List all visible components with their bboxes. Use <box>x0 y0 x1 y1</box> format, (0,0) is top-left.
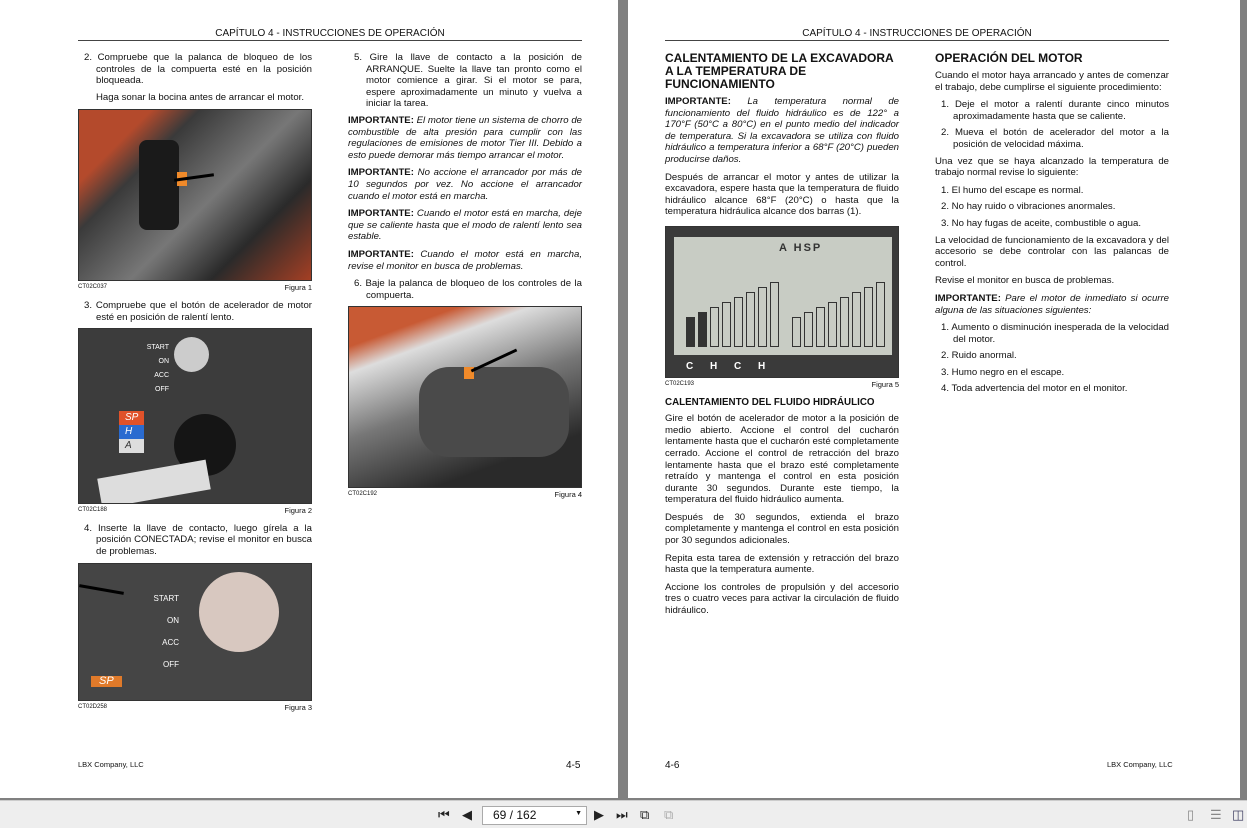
label-on: ON <box>158 358 169 366</box>
paragraph: Repita esta tarea de extensión y retracción del brazo hasta que la temperatura aumente. <box>665 552 899 576</box>
paragraph: La velocidad de funcionamiento de la excavadora y del accesorio se debe controlar con las palancas de control. <box>935 234 1169 269</box>
display-c: C <box>734 360 742 372</box>
figure-label: Figura 3 <box>284 702 312 712</box>
label-off: OFF <box>155 386 169 394</box>
pdf-toolbar <box>0 800 1247 828</box>
footer-company: LBX Company, LLC <box>78 760 144 769</box>
display-a: A <box>779 241 789 254</box>
display-bar <box>734 297 743 347</box>
right-column-1 <box>665 52 899 623</box>
step-3: 3. Compruebe que el botón de acelerador de motor esté en posición de ralentí lento. <box>84 299 312 323</box>
left-column-1 <box>78 52 312 719</box>
subsection-title: CALENTAMIENTO DEL FLUIDO HIDRÁULICO <box>665 396 875 408</box>
important-note: IMPORTANTE: La temperatura normal de funcionamiento del fluido hidráulico es de 122° a 170°F (50°C a 80°C) en el punto medio del indicador de temperatura. Si la excavadora se utiliza con fluido hidráulico a temperatura inferior a 68°F (20°C) pueden producirse daños. <box>665 96 900 165</box>
single-page-icon[interactable]: ▯ <box>1187 807 1195 822</box>
list-item: 1. Deje el motor a ralentí durante cinco minutos aproximadamente hasta que se caliente. <box>941 99 1169 122</box>
list-item: 2. No hay ruido o vibraciones anormales. <box>941 201 1116 213</box>
label-off: OFF <box>163 659 179 669</box>
display-bar <box>710 307 719 347</box>
display-bar <box>876 282 885 347</box>
step-2: 2. Compruebe que la palanca de bloqueo de los controles de la compuerta esté en la posición bloqueada. <box>84 52 312 87</box>
section-title: CALENTAMIENTO DE LA EXCAVADORA A LA TEMPERATURA DE FUNCIONAMIENTO <box>665 51 894 91</box>
label-sp: SP <box>119 411 144 425</box>
page-number-input[interactable] <box>482 806 587 825</box>
list-item: 3. No hay fugas de aceite, combustible o agua. <box>941 217 1141 229</box>
display-c: C <box>686 360 694 372</box>
page-header: CAPÍTULO 4 - INSTRUCCIONES DE OPERACIÓN <box>665 28 1169 41</box>
page-indicator: 69 / 162 <box>493 808 537 822</box>
step-6: 6. Baje la palanca de bloqueo de los controles de la compuerta. <box>354 278 582 301</box>
arrow-icon <box>79 584 124 595</box>
label-sp: SP <box>91 676 122 688</box>
label-a: A <box>119 439 144 453</box>
next-page-icon[interactable]: ▶ <box>594 807 604 822</box>
paragraph: Una vez que se haya alcanzado la temperatura de trabajo normal revise lo siguiente: <box>935 155 1169 179</box>
list-item: 1. Aumento o disminución inesperada de la velocidad del motor. <box>941 322 1169 345</box>
left-column-2 <box>348 52 582 507</box>
display-bar <box>698 312 707 347</box>
step-2-note: Haga sonar la bocina antes de arrancar el motor. <box>96 91 304 103</box>
section-title: OPERACIÓN DEL MOTOR <box>935 51 1083 65</box>
step-5: 5. Gire la llave de contacto a la posición de ARRANQUE. Suelte la llave tan pronto como el motor comience a girar. Si el motor se para, espere aproximadamente un minuto y vuelva a iniciar la tarea. <box>354 52 582 110</box>
figure-label: Figura 2 <box>284 506 312 516</box>
paragraph: Accione los controles de propulsión y del accesorio tres o cuatro veces para activar la circulación de fluido hidráulico. <box>665 581 899 617</box>
paragraph: Gire el botón de acelerador de motor a la posición de medio abierto. Accione el control del cucharón lentamente hasta que el cucharón esté completamente cerrado. Accione el control de retracción del brazo lentamente hasta que el brazo esté completamente retraído y mantenga el control en esta posición durante 30 segundos. Durante este tiempo, la temperatura del fluido hidráulico aumenta. <box>665 413 899 506</box>
right-column-2 <box>935 52 1169 400</box>
important-note: IMPORTANTE: Cuando el motor está en marcha, revise el monitor en busca de problemas. <box>348 248 582 272</box>
footer-company: LBX Company, LLC <box>1107 760 1173 769</box>
important-note: IMPORTANTE: No accione el arrancador por más de 10 segundos por vez. No accione el arrancador cuando el motor está en marcha. <box>348 167 582 202</box>
temperature-bars <box>686 277 886 347</box>
paragraph: Después de 30 segundos, extienda el brazo completamente y mantenga el control en esta posición por 30 segundos adicionales. <box>665 511 899 547</box>
label-h: H <box>119 425 144 439</box>
paragraph: Cuando el motor haya arrancado y antes de comenzar el trabajo, debe cumplirse el siguiente procedimiento: <box>935 70 1169 93</box>
display-bar <box>746 292 755 347</box>
paragraph: Revise el monitor en busca de problemas. <box>935 275 1115 287</box>
display-bar <box>840 297 849 347</box>
figure-code: CT02C188 <box>78 507 108 514</box>
important-note: IMPORTANTE: Cuando el motor está en marcha, deje que se caliente hasta que el modo de ralentí lento sea estable. <box>348 208 583 243</box>
right-page <box>628 0 1240 798</box>
display-h: H <box>758 360 766 372</box>
back-view-icon[interactable]: ⧉ <box>640 807 650 822</box>
label-on: ON <box>167 615 179 625</box>
display-bar <box>864 287 873 347</box>
forward-view-icon[interactable]: ⧉ <box>664 807 674 822</box>
figure-label: Figura 1 <box>284 283 312 293</box>
last-page-icon[interactable]: ⏭ <box>616 807 628 822</box>
two-page-icon[interactable]: ◫ <box>1232 807 1245 822</box>
continuous-page-icon[interactable]: ☰ <box>1210 807 1222 822</box>
display-bar <box>686 317 695 347</box>
list-item: 2. Mueva el botón de acelerador del motor a la posición de velocidad máxima. <box>941 127 1169 150</box>
list-item: 2. Ruido anormal. <box>941 350 1017 362</box>
label-acc: ACC <box>154 372 169 380</box>
figure-code: CT02C192 <box>348 491 378 498</box>
figure-label: Figura 5 <box>871 379 899 389</box>
prev-page-icon[interactable]: ◀ <box>462 807 472 822</box>
display-bar <box>852 292 861 347</box>
label-acc: ACC <box>162 637 179 647</box>
display-bar <box>816 307 825 347</box>
page-number: 4-5 <box>566 760 581 771</box>
figure-4-photo <box>348 306 582 488</box>
figure-code: CT02D258 <box>78 703 108 710</box>
display-bar <box>792 317 801 347</box>
step-4: 4. Inserte la llave de contacto, luego gírela a la posición CONECTADA; revise el monitor en busca de problemas. <box>84 522 312 557</box>
paragraph: Después de arrancar el motor y antes de utilizar la excavadora, espere hasta que la temperatura de fluido hidráulico alcance 68°F (20°C) o hasta que la temperatura hidráulica alcance dos barras (1). <box>665 171 899 218</box>
list-item: 3. Humo negro en el escape. <box>941 366 1065 378</box>
display-bar <box>804 312 813 347</box>
page-number: 4-6 <box>665 760 680 771</box>
first-page-icon[interactable]: ⏮ <box>438 807 450 822</box>
figure-label: Figura 4 <box>554 490 582 500</box>
display-h: H <box>793 241 804 254</box>
display-bar <box>722 302 731 347</box>
list-item: 4. Toda advertencia del motor en el monitor. <box>941 383 1128 395</box>
figure-3-photo <box>78 563 312 701</box>
label-start: START <box>153 593 179 603</box>
display-bar <box>770 282 779 347</box>
label-start: START <box>146 344 169 352</box>
figure-1-photo <box>78 109 312 281</box>
important-note: IMPORTANTE: Pare el motor de inmediato si ocurre alguna de las situaciones siguientes: <box>935 292 1170 316</box>
display-bar <box>758 287 767 347</box>
display-h: H <box>710 360 718 372</box>
display-bar <box>828 302 837 347</box>
page-header: CAPÍTULO 4 - INSTRUCCIONES DE OPERACIÓN <box>78 28 582 41</box>
figure-code: CT02C193 <box>665 380 695 387</box>
figure-2-photo <box>78 328 312 504</box>
list-item: 1. El humo del escape es normal. <box>941 184 1084 196</box>
figure-code: CT02C037 <box>78 284 108 291</box>
left-page <box>0 0 618 798</box>
important-note: IMPORTANTE: El motor tiene un sistema de chorro de combustible de alta presión para cumplir con las regulaciones de emisiones de motor Tier III. Debido a esto puede demorar más tiempo arrancar el motor. <box>348 114 582 161</box>
chevron-down-icon[interactable]: ▼ <box>575 810 582 817</box>
figure-5-photo <box>665 226 899 378</box>
display-sp: SP <box>803 241 823 254</box>
